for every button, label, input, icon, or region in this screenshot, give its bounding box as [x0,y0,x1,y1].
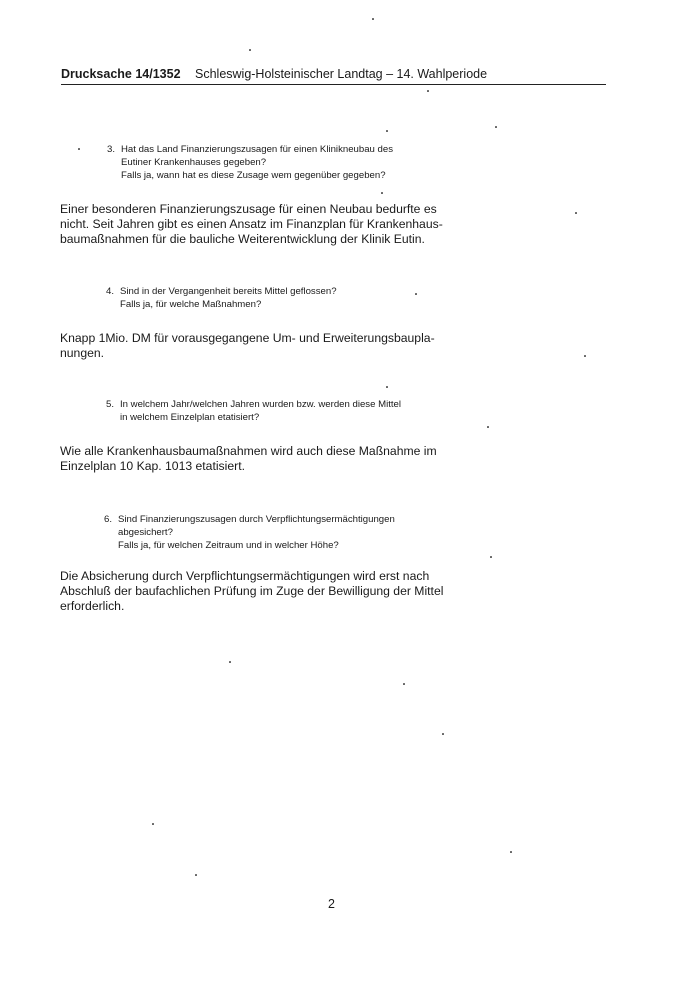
answer-line: Die Absicherung durch Verpflichtungsermächtigungen wird erst nach [60,569,430,583]
question-text [120,285,440,311]
question-number: 6. [104,514,113,525]
question-line: In welchem Jahr/welchen Jahren wurden bzw. werden diese Mittel [120,399,402,410]
question-line: Hat das Land Finanzierungszusagen für einen Klinikneubau des [121,144,394,155]
scan-speck [249,49,251,51]
scan-speck [372,18,374,20]
question-text [118,513,438,552]
answer-line: Einer besonderen Finanzierungszusage für einen Neubau bedurfte es [60,202,437,216]
question-number: 4. [106,286,115,297]
scan-speck [584,355,586,357]
question-text [120,398,440,424]
answer-line: Wie alle Krankenhausbaumaßnahmen wird auch diese Maßnahme im [60,444,437,458]
question-text [121,143,441,182]
document-number: Drucksache 14/1352 [61,67,181,81]
question-line: abgesichert? [118,527,173,538]
question-line: Falls ja, für welche Maßnahmen? [120,299,262,310]
page-header [61,66,606,85]
answer-line: Einzelplan 10 Kap. 1013 etatisiert. [60,459,245,473]
question-line: Sind Finanzierungszusagen durch Verpflichtungsermächtigungen [118,514,395,525]
answer-line: nicht. Seit Jahren gibt es einen Ansatz im Finanzplan für Krankenhaus- [60,217,443,231]
scan-speck [510,851,512,853]
scan-speck [386,130,388,132]
scan-speck [403,683,405,685]
scan-speck [381,192,383,194]
question-line: Sind in der Vergangenheit bereits Mittel geflossen? [120,286,337,297]
answer-line: nungen. [60,346,105,360]
scan-speck [152,823,154,825]
scan-speck [442,733,444,735]
parliament-title: Schleswig-Holsteinischer Landtag – 14. Wahlperiode [195,67,488,81]
answer-3 [60,202,443,247]
page-number: 2 [328,897,335,911]
answer-line: Abschluß der baufachlichen Prüfung im Zuge der Bewilligung der Mittel [60,584,444,598]
scan-speck [495,126,497,128]
scan-speck [415,293,417,295]
scan-speck [195,874,197,876]
scan-speck [490,556,492,558]
scan-speck [487,426,489,428]
scan-speck [229,661,231,663]
answer-6 [60,569,444,614]
scan-speck [386,386,388,388]
question-line: in welchem Einzelplan etatisiert? [120,412,260,423]
answer-5 [60,444,437,474]
scan-speck [427,90,429,92]
answer-line: erforderlich. [60,599,125,613]
answer-line: baumaßnahmen für die bauliche Weiterentwicklung der Klinik Eutin. [60,232,425,246]
question-line: Falls ja, für welchen Zeitraum und in welcher Höhe? [118,540,339,551]
question-line: Eutiner Krankenhauses gegeben? [121,157,267,168]
scan-speck [575,212,577,214]
question-line: Falls ja, wann hat es diese Zusage wem gegenüber gegeben? [121,170,386,181]
question-number: 5. [106,399,115,410]
question-number: 3. [107,144,116,155]
answer-line: Knapp 1Mio. DM für vorausgegangene Um- und Erweiterungsbaupla- [60,331,435,345]
answer-4 [60,331,435,361]
scan-speck [78,148,80,150]
